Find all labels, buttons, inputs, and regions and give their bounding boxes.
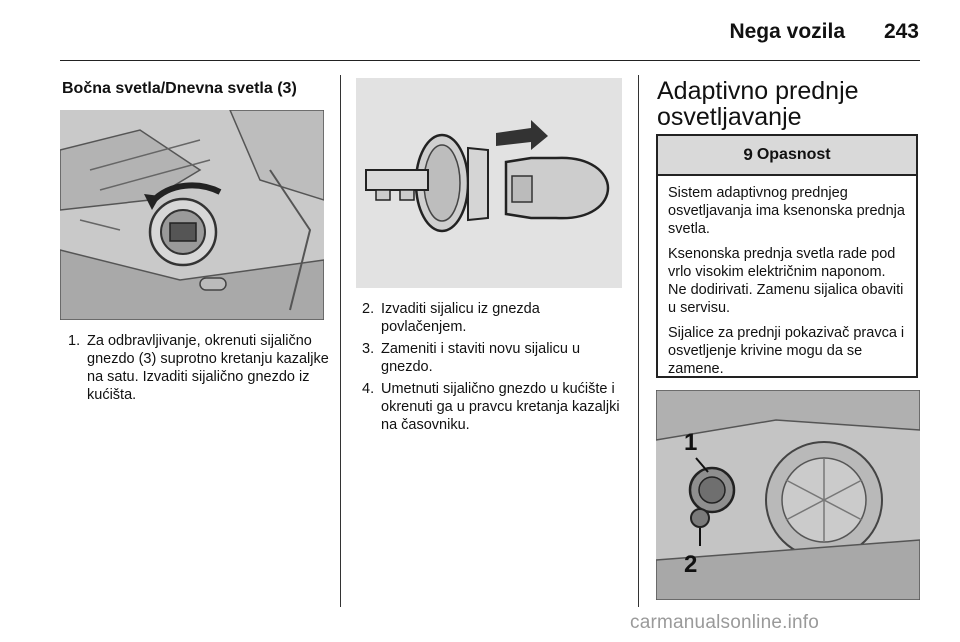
adaptive-headlight-illustration xyxy=(656,390,920,600)
warning-box xyxy=(656,134,918,378)
warning-header xyxy=(658,136,916,176)
bulb-removal-illustration xyxy=(356,78,622,288)
instruction-list xyxy=(362,300,624,438)
header-rule xyxy=(60,60,920,61)
figure-label-2: 2 xyxy=(684,551,698,578)
warning-paragraph: Sijalice za prednji pokazivač pravca i osvetljenje krivine mogu da se zamene. xyxy=(668,325,905,377)
page-header xyxy=(0,0,960,62)
warning-paragraph: Sistem adaptivnog prednjeg osvetljavanja ima ksenonska prednja svetla. xyxy=(668,185,905,237)
step-number: 2. xyxy=(362,301,375,317)
list-item xyxy=(68,332,330,404)
step-number: 1. xyxy=(68,333,81,349)
step-text: Zameniti i staviti novu sijalicu u gnezdo. xyxy=(381,341,581,375)
warning-title: Opasnost xyxy=(756,146,831,163)
step-text: Umetnuti sijalično gnezdo u kućište i okrenuti ga u pravcu kretanja kazaljki na časovniku. xyxy=(381,381,620,433)
instruction-list xyxy=(68,332,330,408)
section-title: Nega vozila xyxy=(729,20,845,43)
figure-label-1: 1 xyxy=(684,429,698,456)
list-item xyxy=(362,380,624,434)
list-item xyxy=(362,340,624,376)
step-number: 3. xyxy=(362,341,375,357)
page-number: 243 xyxy=(883,20,919,43)
watermark: carmanualsonline.info xyxy=(630,612,820,633)
column-divider xyxy=(638,75,639,607)
step-number: 4. xyxy=(362,381,375,397)
headlight-socket-illustration xyxy=(60,110,324,320)
list-item xyxy=(362,300,624,336)
warning-body xyxy=(658,176,916,378)
step-text: Za odbravljivanje, okrenuti sijalično gnezdo (3) suprotno kretanju kazaljke na satu. Izvaditi sijalično gnezdo iz kućišta. xyxy=(87,333,329,403)
column-divider xyxy=(340,75,341,607)
section-heading: Bočna svetla/Dnevna svetla (3) xyxy=(62,80,297,97)
warning-icon: 9 xyxy=(743,145,753,164)
warning-paragraph: Ksenonska prednja svetla rade pod vrlo visokim električnim naponom. Ne dodirivati. Zamenu sijalica obaviti u servisu. xyxy=(668,246,904,316)
step-text: Izvaditi sijalicu iz gnezda povlačenjem. xyxy=(381,301,540,335)
section-heading: Adaptivno prednje osvetljavanje xyxy=(657,77,859,131)
